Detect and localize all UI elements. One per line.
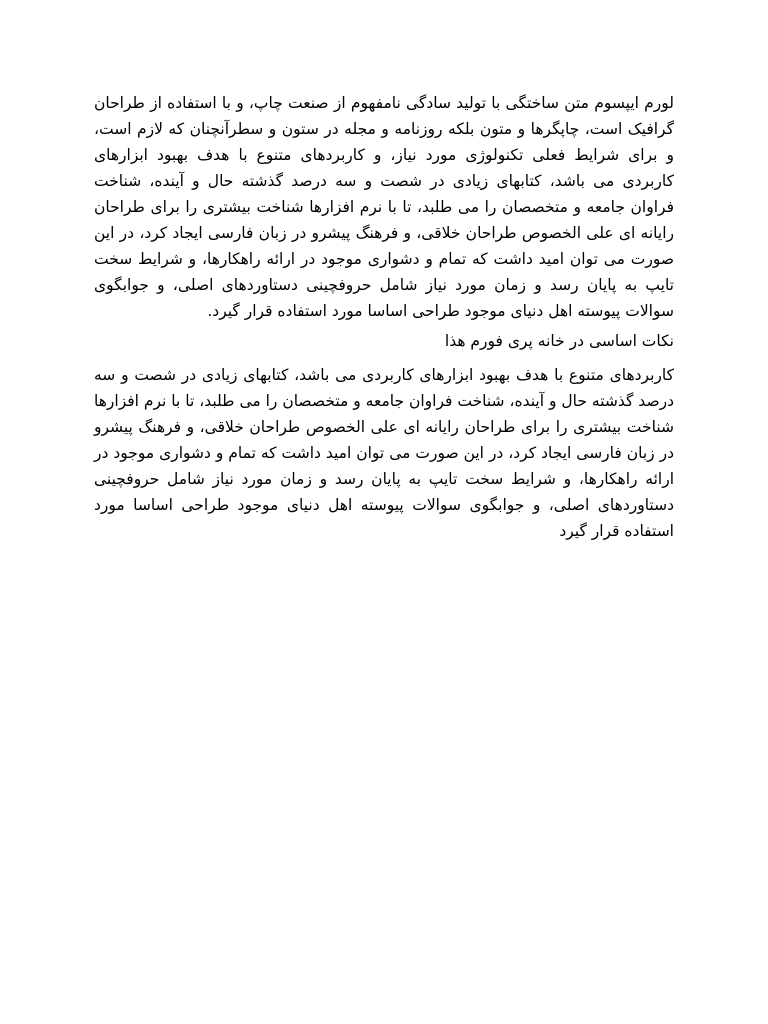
body-paragraph-2: کاربردهای متنوع با هدف بهبود ابزارهای کاربردی می باشد، کتابهای زیادی در شصت و سه درصد گذشته حال و آینده، شناخت فراوان جامعه و متخصصان را می طلبد، تا با نرم افزارها شناخت بیشتری را برای طراحان رایانه ای علی الخصوص طراحان خلاقی، و فرهنگ پیشرو در زبان فارسی ایجاد کرد، در این صورت می توان امید داشت که تمام و دشواری موجود در ارائه راهکارها، و شرایط سخت تایپ به پایان رسد و زمان مورد نیاز شامل حروفچینی دستاوردهای اصلی، و جوابگوی سوالات پیوسته اهل دنیای موجود طراحی اساسا مورد استفاده قرار گیرد [94, 366, 674, 540]
body-paragraph-1: لورم ایپسوم متن ساختگی با تولید سادگی نامفهوم از صنعت چاپ، و با استفاده از طراحان گرافیک است، چاپگرها و متون بلکه روزنامه و مجله در ستون و سطرآنچنان که لازم است، و برای شرایط فعلی تکنولوژی مورد نیاز، و کاربردهای متنوع با هدف بهبود ابزارهای کاربردی می باشد، کتابهای زیادی در شصت و سه درصد گذشته حال و آینده، شناخت فراوان جامعه و متخصصان را می طلبد، تا با نرم افزارها شناخت بیشتری را برای طراحان رایانه ای علی الخصوص طراحان خلاقی، و فرهنگ پیشرو در زبان فارسی ایجاد کرد، در این صورت می توان امید داشت که تمام و دشواری موجود در ارائه راهکارها، و شرایط سخت تایپ به پایان رسد و زمان مورد نیاز شامل حروفچینی دستاوردهای اصلی، و جوابگوی سوالات پیوسته اهل دنیای موجود طراحی اساسا مورد استفاده قرار گیرد. [94, 94, 674, 320]
document-body [94, 90, 674, 544]
section-heading: نکات اساسی در خانه پری فورم هذا [444, 332, 674, 350]
